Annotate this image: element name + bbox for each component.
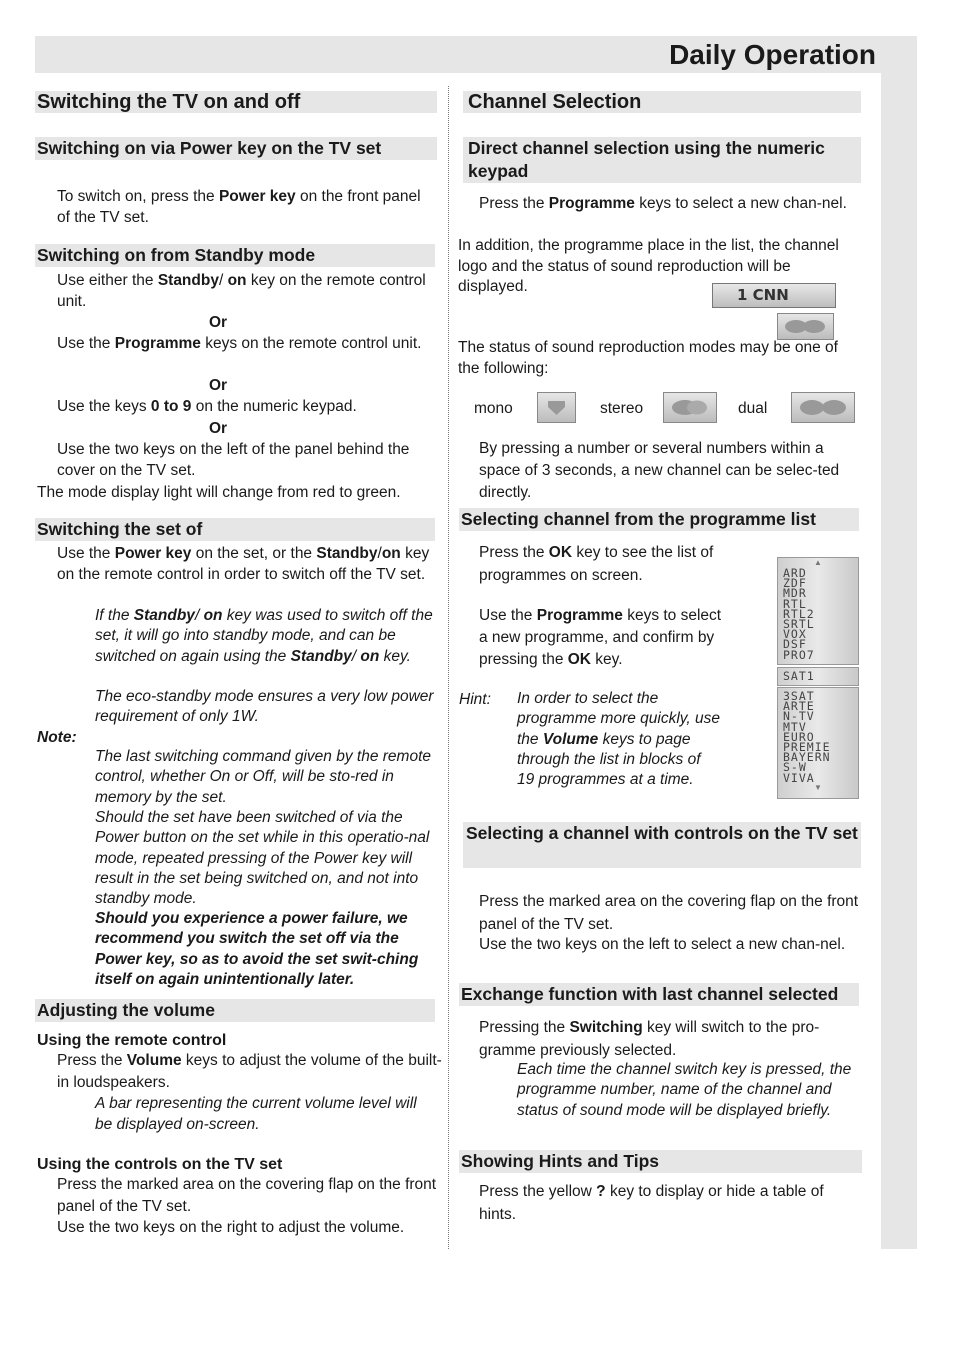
exchange-paragraph: Pressing the Switching key will switch to the pro-gramme previously selected. <box>479 1019 820 1059</box>
programme-list-selected <box>777 667 859 686</box>
subheading-exchange: Exchange function with last channel selected <box>459 983 859 1006</box>
standby-option-3: Use the keys 0 to 9 on the numeric keypad. <box>57 398 357 415</box>
scroll-down-icon: ▼ <box>814 782 822 792</box>
programme-list-item[interactable]: BAYERN <box>783 750 831 765</box>
standby-option-2: Use the Programme keys on the remote control unit. <box>57 335 422 352</box>
stereo-icon <box>778 314 833 339</box>
note-warning: Should you experience a power failure, we recommend you switch the set off via the Power key, so as to avoid the set swit-ching itself on again unintentionally later. <box>95 910 419 988</box>
power-key-paragraph: To switch on, press the Power key on the front panel of the TV set. <box>57 188 421 226</box>
subheading-hints: Showing Hints and Tips <box>459 1150 862 1173</box>
sound-modes-intro: The status of sound reproduction modes may be one of the following: <box>458 339 838 377</box>
volume-controls-paragraph: Press the marked area on the covering flap on the front panel of the TV set. <box>57 1176 437 1215</box>
programme-list-item[interactable]: PREMIE <box>783 740 831 755</box>
note-text-2: Should the set have been switched of via the Power button on the set while in this operatio-nal mode, repeated pressing of the Power key will result in the set being switched on, and not into standby mode. <box>95 809 430 908</box>
subheading-tv-controls: Using the controls on the TV set <box>37 1156 283 1173</box>
mono-label: mono <box>474 400 513 417</box>
side-tab <box>881 73 917 1249</box>
programme-list-item[interactable]: N-TV <box>783 709 815 724</box>
volume-remote-paragraph: Press the Volume keys to adjust the volume of the built-in loudspeakers. <box>57 1052 442 1091</box>
stereo-label: stereo <box>600 400 644 417</box>
stereo-display <box>663 392 717 423</box>
programme-list-item[interactable]: MTV <box>783 719 807 734</box>
section-heading-switching: Switching the TV on and off <box>35 91 437 113</box>
hint-text: In order to select the programme more quickly, use the Volume keys to page through the list in blocks of 19 programmes at a time. <box>517 690 721 789</box>
switch-off-italic-note: If the Standby/ on key was used to switch off the set, it will go into standby mode, and can be switched on again using the Standby/ on key. <box>95 607 433 665</box>
page-title: Daily Operation <box>669 39 876 70</box>
dual-label: dual <box>738 400 768 417</box>
programme-list-item[interactable]: ARD <box>783 566 807 580</box>
programme-list-item[interactable]: SRTL <box>783 617 815 632</box>
or-separator: Or <box>209 314 228 331</box>
note-label: Note: <box>37 729 77 746</box>
volume-keys-paragraph: Use the two keys on the right to adjust the volume. <box>57 1219 405 1236</box>
subheading-direct: Direct channel selection using the numeric keypad <box>463 137 861 183</box>
subheading-volume: Adjusting the volume <box>35 999 435 1022</box>
mono-display <box>537 392 576 423</box>
programme-list-item[interactable]: EURO <box>783 729 815 744</box>
eco-standby-note: The eco-standby mode ensures a very low power requirement of only 1W. <box>95 688 434 726</box>
programme-list-item[interactable]: ARTE <box>783 699 815 714</box>
standby-result: The mode display light will change from red to green. <box>37 484 401 501</box>
programme-list-item[interactable]: PRO7 <box>783 647 815 662</box>
standby-option-4: Use the two keys on the left of the panel behind the cover on the TV set. <box>57 441 410 479</box>
sound-stereo-display <box>777 313 834 340</box>
dual-icon <box>792 393 854 422</box>
dual-display <box>791 392 855 423</box>
programme-list-panel-bottom <box>777 687 859 799</box>
hint-label: Hint: <box>459 691 491 708</box>
programme-list-bottom <box>778 688 858 783</box>
programme-list-panel-top <box>777 557 859 665</box>
switch-off-paragraph: Use the Power key on the set, or the Standby/on key on the remote control in order to switch off the TV set. <box>57 545 430 583</box>
programme-list-item[interactable]: RTL <box>783 596 807 611</box>
section-heading-channel: Channel Selection <box>463 91 861 113</box>
direct-paragraph-3: By pressing a number or several numbers within a space of 3 seconds, a new channel can be selec-ted directly. <box>479 440 840 501</box>
programme-list-item[interactable]: VIVA <box>783 770 815 785</box>
subheading-power-key: Switching on via Power key on the TV set <box>35 137 437 160</box>
mono-icon <box>538 393 575 422</box>
hints-paragraph: Press the yellow ? key to display or hide a table of hints. <box>479 1183 824 1223</box>
programme-list-item[interactable]: VOX <box>783 627 807 642</box>
subheading-remote-control: Using the remote control <box>37 1032 227 1049</box>
scroll-up-icon: ▲ <box>814 558 822 567</box>
or-separator: Or <box>209 420 228 437</box>
volume-bar-note: A bar representing the current volume level will be displayed on-screen. <box>95 1095 417 1133</box>
programme-list-top <box>778 568 858 660</box>
subheading-channel-controls: Selecting a channel with controls on the TV set <box>463 822 861 868</box>
controls-paragraph-2: Use the two keys on the left to select a new chan-nel. <box>479 936 846 953</box>
programme-list-item[interactable]: DSF <box>783 637 807 652</box>
subheading-standby: Switching on from Standby mode <box>35 244 435 267</box>
or-separator: Or <box>209 377 228 394</box>
stereo-icon <box>664 393 716 422</box>
exchange-italic-note: Each time the channel switch key is pressed, the programme number, name of the channel and status of sound mode will be displayed briefly. <box>517 1061 852 1119</box>
standby-option-1: Use either the Standby/ on key on the remote control unit. <box>57 272 426 310</box>
programme-list-item[interactable]: RTL2 <box>783 606 815 621</box>
list-paragraph-1: Press the OK key to see the list of programmes on screen. <box>479 544 714 584</box>
programme-list-item[interactable]: MDR <box>783 586 807 601</box>
direct-paragraph-2: In addition, the programme place in the list, the channel logo and the status of sound reproduction will be displayed. <box>458 237 839 295</box>
list-paragraph-2: Use the Programme keys to select a new programme, and confirm by pressing the OK key. <box>479 607 722 668</box>
programme-list-selected-item: SAT1 <box>783 669 815 683</box>
controls-paragraph-1: Press the marked area on the covering flap on the front panel of the TV set. <box>479 893 859 933</box>
subheading-switch-off: Switching the set of <box>35 518 435 541</box>
programme-list-item[interactable]: ZDF <box>783 576 807 591</box>
subheading-programme-list: Selecting channel from the programme list <box>459 508 859 531</box>
channel-display-badge: 1 CNN <box>712 283 836 308</box>
column-divider <box>448 86 449 1249</box>
programme-list-item[interactable]: S-W <box>783 760 807 775</box>
programme-list-item[interactable]: 3SAT <box>783 689 815 703</box>
direct-paragraph-1: Press the Programme keys to select a new chan-nel. <box>479 195 847 212</box>
note-text-1: The last switching command given by the remote control, whether On or Off, will be sto-red in memory by the set. <box>95 748 431 806</box>
